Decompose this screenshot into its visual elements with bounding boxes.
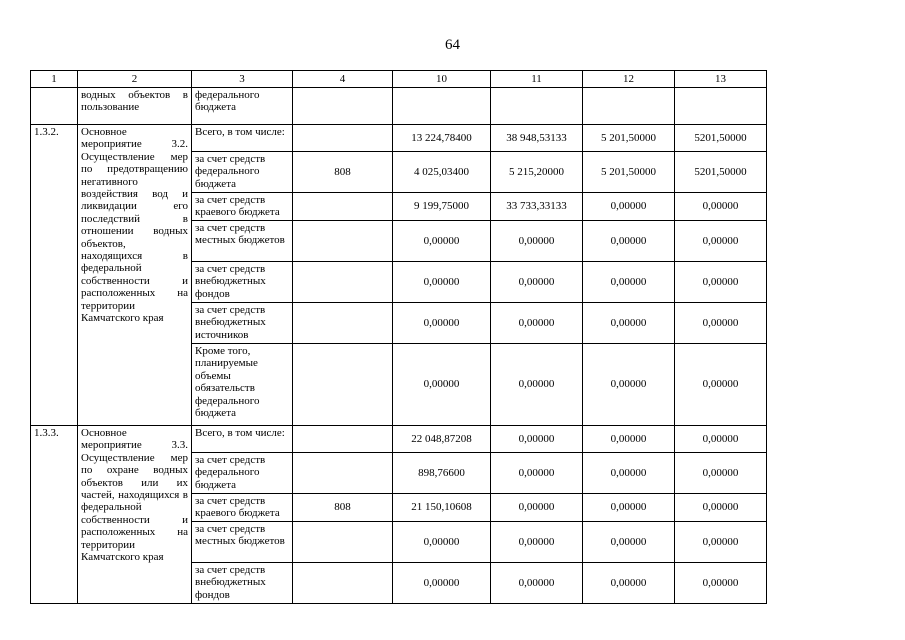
measure-description: Основное мероприятие 3.3. Осуществление мер по охране водных объектов или их частей, находящихся в федеральной собственности и расположенных на территории Камчатского края (78, 426, 192, 604)
amount-cell: 0,00000 (583, 193, 675, 221)
table-cell (293, 125, 393, 152)
amount-cell: 0,00000 (675, 453, 767, 494)
amount-cell: 0,00000 (675, 522, 767, 563)
measure-number: 1.3.3. (31, 426, 78, 604)
amount-cell: 0,00000 (583, 522, 675, 563)
funding-source: за счет средств федерального бюджета (192, 453, 293, 494)
funding-source: Всего, в том числе: (192, 125, 293, 152)
continuation-row (31, 88, 767, 125)
amount-cell: 9 199,75000 (393, 193, 491, 221)
table-row (31, 426, 767, 453)
table-cell (293, 344, 393, 426)
table-cell (293, 563, 393, 604)
amount-cell: 0,00000 (675, 262, 767, 303)
amount-cell: 0,00000 (583, 221, 675, 262)
table-cell (293, 88, 393, 125)
amount-cell: 0,00000 (393, 563, 491, 604)
header-cell: 3 (192, 71, 293, 88)
amount-cell: 0,00000 (393, 303, 491, 344)
amount-cell: 13 224,78400 (393, 125, 491, 152)
measure-description: Основное мероприятие 3.2. Осуществление мер по предотвращению негативного воздействия вод и ликвидации его последствий в отношении водных объектов, находящихся в федеральной собственности и расположенных на территории Камчатского края (78, 125, 192, 426)
amount-cell: 0,00000 (583, 426, 675, 453)
funding-source: Всего, в том числе: (192, 426, 293, 453)
amount-cell: 0,00000 (583, 563, 675, 604)
budget-table (30, 70, 767, 604)
header-cell: 11 (491, 71, 583, 88)
amount-cell: 0,00000 (583, 494, 675, 522)
table-cell (31, 88, 78, 125)
table-cell (293, 221, 393, 262)
header-cell: 4 (293, 71, 393, 88)
amount-cell: 898,76600 (393, 453, 491, 494)
amount-cell: 5201,50000 (675, 125, 767, 152)
amount-cell: 0,00000 (675, 426, 767, 453)
funding-source: федерального бюджета (192, 88, 293, 125)
amount-cell: 5201,50000 (675, 152, 767, 193)
amount-cell: 0,00000 (583, 262, 675, 303)
amount-cell: 0,00000 (393, 262, 491, 303)
amount-cell: 5 201,50000 (583, 152, 675, 193)
funding-source: за счет средств краевого бюджета (192, 193, 293, 221)
header-cell: 13 (675, 71, 767, 88)
amount-cell: 21 150,10608 (393, 494, 491, 522)
amount-cell: 0,00000 (491, 344, 583, 426)
amount-cell: 0,00000 (675, 303, 767, 344)
amount-cell: 0,00000 (675, 494, 767, 522)
table-row (31, 125, 767, 152)
funding-source: за счет средств внебюджетных фондов (192, 563, 293, 604)
table-cell (293, 453, 393, 494)
amount-cell: 0,00000 (491, 522, 583, 563)
funding-source: за счет средств федерального бюджета (192, 152, 293, 193)
header-cell: 1 (31, 71, 78, 88)
amount-cell: 0,00000 (491, 426, 583, 453)
amount-cell: 0,00000 (491, 221, 583, 262)
funding-source: за счет средств местных бюджетов (192, 221, 293, 262)
amount-cell: 0,00000 (675, 221, 767, 262)
amount-cell: 38 948,53133 (491, 125, 583, 152)
table-cell (293, 426, 393, 453)
funding-source: за счет средств краевого бюджета (192, 494, 293, 522)
amount-cell: 0,00000 (675, 193, 767, 221)
budget-code: 808 (293, 494, 393, 522)
funding-source: за счет средств внебюджетных источников (192, 303, 293, 344)
table-cell (583, 88, 675, 125)
amount-cell: 0,00000 (393, 344, 491, 426)
table-cell (293, 193, 393, 221)
amount-cell: 33 733,33133 (491, 193, 583, 221)
amount-cell: 0,00000 (675, 344, 767, 426)
funding-source: Кроме того, планируемые объемы обязательств федерального бюджета (192, 344, 293, 426)
amount-cell: 0,00000 (491, 303, 583, 344)
table-cell (293, 522, 393, 563)
amount-cell: 0,00000 (491, 262, 583, 303)
amount-cell: 0,00000 (393, 522, 491, 563)
amount-cell: 4 025,03400 (393, 152, 491, 193)
amount-cell: 22 048,87208 (393, 426, 491, 453)
table-cell (675, 88, 767, 125)
funding-source: за счет средств внебюджетных фондов (192, 262, 293, 303)
table-cell (293, 303, 393, 344)
header-cell: 10 (393, 71, 491, 88)
header-row (31, 71, 767, 88)
amount-cell: 0,00000 (491, 563, 583, 604)
budget-code: 808 (293, 152, 393, 193)
page-number: 64 (445, 37, 460, 53)
amount-cell: 0,00000 (491, 494, 583, 522)
amount-cell: 0,00000 (491, 453, 583, 494)
amount-cell: 0,00000 (393, 221, 491, 262)
amount-cell: 0,00000 (675, 563, 767, 604)
measure-number: 1.3.2. (31, 125, 78, 426)
header-cell: 2 (78, 71, 192, 88)
table-cell (393, 88, 491, 125)
table-cell (491, 88, 583, 125)
header-cell: 12 (583, 71, 675, 88)
amount-cell: 0,00000 (583, 453, 675, 494)
amount-cell: 5 215,20000 (491, 152, 583, 193)
funding-source: за счет средств местных бюджетов (192, 522, 293, 563)
activity-description: водных объектов в пользование (78, 88, 192, 125)
table-cell (293, 262, 393, 303)
amount-cell: 0,00000 (583, 344, 675, 426)
amount-cell: 0,00000 (583, 303, 675, 344)
amount-cell: 5 201,50000 (583, 125, 675, 152)
